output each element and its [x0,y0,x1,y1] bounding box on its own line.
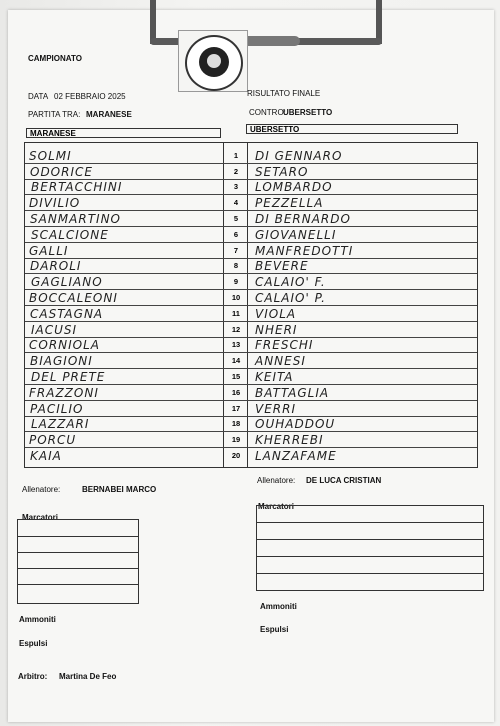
shirt-number: 17 [231,403,241,413]
home-player-name: DEL PRETE [31,369,106,384]
marcatori-line [257,573,483,574]
shirt-number: 8 [233,261,239,271]
shirt-number: 7 [233,245,239,255]
allenatore-away-label: Allenatore: [257,476,296,485]
shirt-number: 18 [231,419,241,429]
marcatori-line [18,584,138,585]
logo-circle [185,35,243,91]
espulsi-home-label: Espulsi [19,639,48,648]
home-team-box: MARANESE [26,128,221,138]
lineup-row [25,416,477,433]
arbitro-label: Arbitro: [18,672,48,681]
lineup-row [25,321,477,338]
shirt-number: 5 [233,213,239,223]
lineup-row [25,289,477,306]
home-player-name: BOCCALEONI [29,290,118,305]
partita-value: MARANESE [86,110,132,119]
marcatori-away-box [256,505,484,591]
data-label: DATA [28,92,49,101]
lineup-row [25,368,477,385]
marcatori-line [18,552,138,553]
dog-icon [207,54,221,68]
home-player-name: PORCU [29,433,77,448]
marcatori-line [18,536,138,537]
home-player-name: BIAGIONI [30,354,93,369]
home-player-name: SOLMI [29,148,72,163]
home-player-name: CORNIOLA [29,338,101,353]
marcatori-line [18,568,138,569]
marcatori-line [257,539,483,540]
marcatori-away-label: Marcatori [258,502,295,511]
espulsi-away-label: Espulsi [260,625,289,634]
shirt-number: 6 [233,229,239,239]
lineup-table [24,142,478,468]
home-player-name: FRAZZONI [29,385,99,400]
ammoniti-away-label: Ammoniti [260,602,297,611]
lineup-row [25,384,477,401]
away-player-name: MANFREDOTTI [255,243,354,258]
marcatori-line [257,556,483,557]
shirt-number: 20 [231,450,241,460]
home-player-name: CASTAGNA [30,306,104,321]
home-player-name: SCALCIONE [31,227,109,242]
away-player-name: BEVERE [255,259,309,274]
ammoniti-home-label: Ammoniti [19,615,56,624]
marcatori-line [257,522,483,523]
risultato-label: RISULTATO FINALE [247,89,321,98]
campionato-label: CAMPIONATO [28,54,82,63]
shirt-number: 9 [233,277,239,287]
clipboard-clip-knob [240,36,300,46]
away-player-name: CALAIO' P. [255,290,326,305]
away-player-name: DI GENNARO [255,148,343,163]
shirt-number: 19 [231,435,241,445]
away-player-name: FRESCHI [255,338,314,353]
away-player-name: LOMBARDO [255,180,333,195]
shirt-number: 13 [231,340,241,350]
allenatore-home-value: BERNABEI MARCO [82,485,157,494]
shirt-number: 2 [233,166,239,176]
away-player-name: KEITA [255,369,294,384]
lineup-row [25,273,477,290]
lineup-row [25,242,477,259]
lineup-row [25,400,477,417]
lineup-row [25,447,477,463]
lineup-row [25,179,477,196]
away-player-name: NHERI [255,322,298,337]
home-player-name: DAROLI [30,259,82,274]
marcatori-home-box [17,519,139,604]
away-player-name: PEZZELLA [255,196,324,211]
shirt-number: 11 [232,308,240,318]
home-player-name: ODORICE [30,164,93,179]
logo-emblem [199,47,229,77]
away-player-name: DI BERNARDO [255,211,351,226]
shirt-number: 15 [231,371,241,381]
marcatori-home-label: Marcatori [22,513,59,522]
home-player-name: GALLI [29,243,69,258]
shirt-number: 10 [231,292,241,302]
lineup-row [25,431,477,448]
away-player-name: ANNESI [255,354,306,369]
away-player-name: SETARO [255,164,309,179]
data-value: 02 FEBBRAIO 2025 [54,92,126,101]
lineup-row [25,210,477,227]
away-player-name: VIOLA [255,306,297,321]
lineup-row [25,305,477,322]
contro-value: UBERSETTO [283,108,333,117]
home-player-name: BERTACCHINI [31,180,123,195]
allenatore-away-value: DE LUCA CRISTIAN [306,476,382,485]
shirt-number: 12 [231,324,241,334]
lineup-row [25,258,477,275]
home-player-name: LAZZARI [31,417,90,432]
club-logo [178,30,248,92]
away-player-name: KHERREBI [255,433,324,448]
home-player-name: PACILIO [30,401,84,416]
away-player-name: LANZAFAME [255,448,337,463]
home-player-name: IACUSI [31,322,78,337]
away-player-name: CALAIO' F. [255,275,326,290]
shirt-number: 16 [231,387,241,397]
away-player-name: BATTAGLIA [255,385,330,400]
partita-label: PARTITA TRA: [28,110,81,119]
away-team-box: UBERSETTO [246,124,458,134]
contro-label: CONTRO: [249,108,286,117]
shirt-number: 14 [231,356,241,366]
home-player-name: KAIA [30,448,62,463]
home-player-name: GAGLIANO [31,275,103,290]
lineup-row [25,352,477,369]
shirt-number: 4 [233,198,239,208]
home-player-name: SANMARTINO [30,211,121,226]
lineup-row [25,337,477,354]
allenatore-home-label: Allenatore: [22,485,61,494]
arbitro-value: Martina De Feo [59,672,117,681]
lineup-row [25,194,477,211]
lineup-row [25,226,477,243]
home-player-name: DIVILIO [29,196,81,211]
away-player-name: VERRI [255,401,297,416]
away-player-name: OUHADDOU [255,417,336,432]
lineup-row [25,147,477,164]
shirt-number: 3 [233,182,239,192]
shirt-number: 1 [233,150,239,160]
lineup-row [25,163,477,180]
away-player-name: GIOVANELLI [255,227,337,242]
